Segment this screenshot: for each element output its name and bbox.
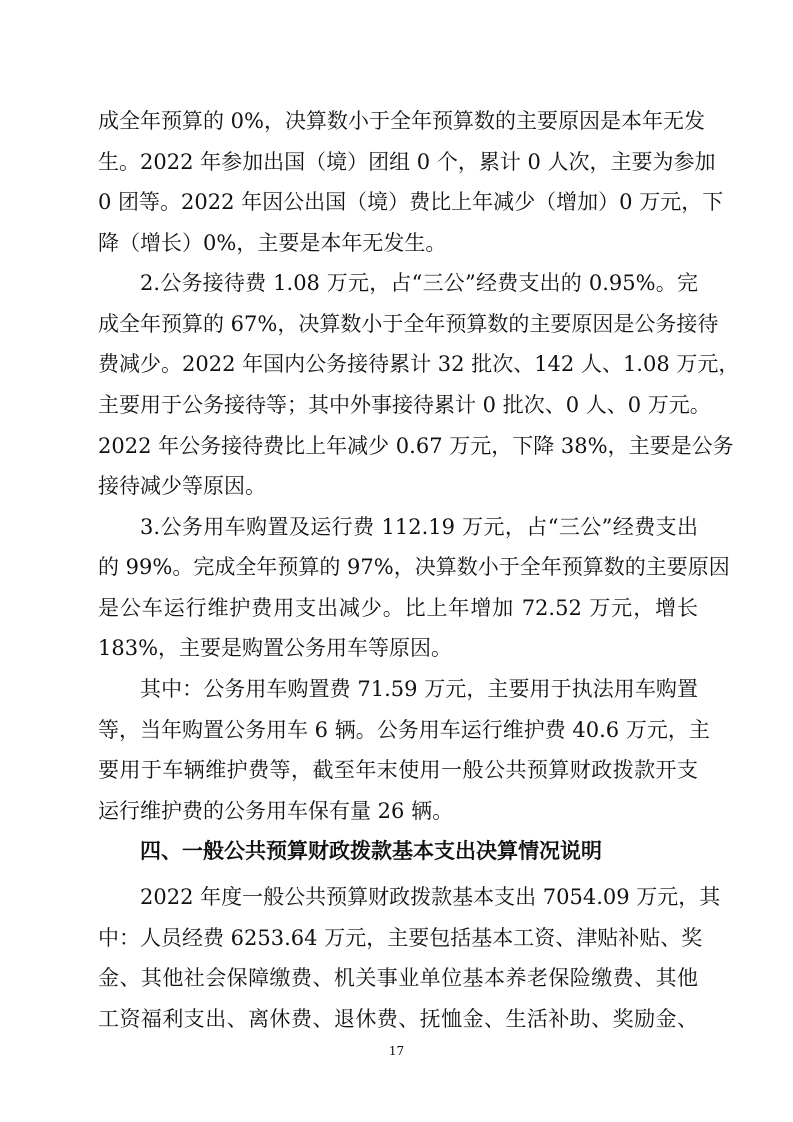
- paragraph-line: 金、其他社会保障缴费、机关事业单位基本养老保险缴费、其他: [98, 966, 698, 990]
- paragraph-line: 2022 年度一般公共预算财政拨款基本支出 7054.09 万元，其: [140, 885, 721, 909]
- paragraph-line: 中：人员经费 6253.64 万元，主要包括基本工资、津贴补贴、奖: [98, 926, 703, 950]
- paragraph-line: 要用于车辆维护费等，截至年末使用一般公共预算财政拨款开支: [98, 758, 698, 782]
- paragraph-line: 3.公务用车购置及运行费 112.19 万元，占“三公”经费支出: [140, 515, 698, 539]
- paragraph-line: 主要用于公务接待等；其中外事接待累计 0 批次、0 人、0 万元。: [98, 393, 711, 417]
- page-number: 17: [388, 1044, 405, 1058]
- paragraph-line: 2022 年公务接待费比上年减少 0.67 万元，下降 38%，主要是公务: [98, 434, 734, 458]
- paragraph-line: 183%，主要是购置公务用车等原因。: [98, 636, 453, 660]
- paragraph-line: 成全年预算的 0%，决算数小于全年预算数的主要原因是本年无发: [98, 109, 705, 133]
- paragraph-line: 成全年预算的 67%，决算数小于全年预算数的主要原因是公务接待: [98, 312, 719, 336]
- paragraph-line: 0 团等。2022 年因公出国（境）费比上年减少（增加）0 万元，下: [98, 190, 724, 214]
- paragraph-line: 2.公务接待费 1.08 万元，占“三公”经费支出的 0.95%。完: [140, 271, 698, 295]
- paragraph-line: 接待减少等原因。: [98, 474, 266, 498]
- paragraph-line: 运行维护费的公务用车保有量 26 辆。: [98, 799, 454, 823]
- paragraph-line: 降（增长）0%，主要是本年无发生。: [98, 231, 447, 255]
- paragraph-line: 其中：公务用车购置费 71.59 万元，主要用于执法用车购置: [140, 677, 698, 701]
- paragraph-line: 是公车运行维护费用支出减少。比上年增加 72.52 万元，增长: [98, 596, 698, 620]
- paragraph-line: 费减少。2022 年国内公务接待累计 32 批次、142 人、1.08 万元，: [98, 352, 740, 376]
- paragraph-line: 生。2022 年参加出国（境）团组 0 个，累计 0 人次，主要为参加: [98, 150, 716, 174]
- paragraph-line: 等，当年购置公务用车 6 辆。公务用车运行维护费 40.6 万元，主: [98, 718, 710, 742]
- paragraph-line: 的 99%。完成全年预算的 97%，决算数小于全年预算数的主要原因: [98, 555, 730, 579]
- paragraph-line: 工资福利支出、离休费、退休费、抚恤金、生活补助、奖励金、: [98, 1007, 698, 1031]
- section-heading: 四、一般公共预算财政拨款基本支出决算情况说明: [140, 839, 602, 863]
